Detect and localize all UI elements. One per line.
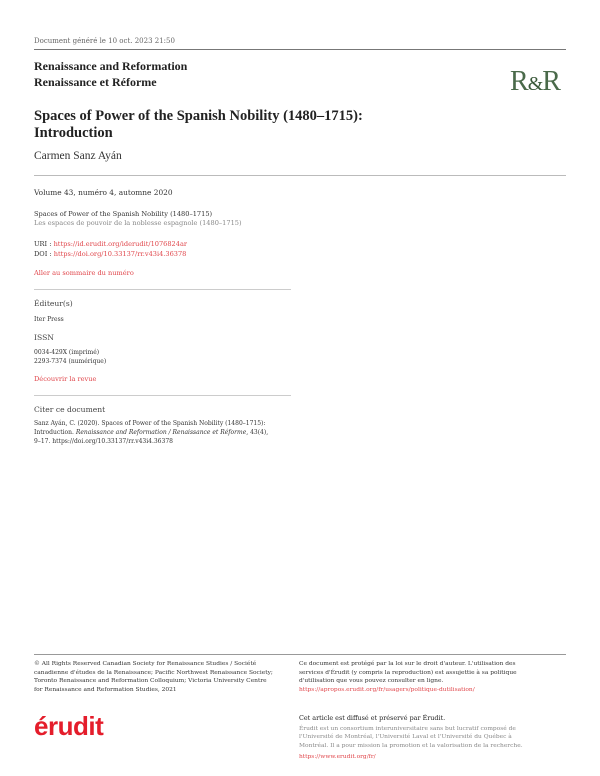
citation-line1: Sanz Ayán, C. (2020). Spaces of Power of the Spanish Nobility (1480–1715):: [34, 420, 266, 427]
rights-line2: canadienne d'études de la Renaissance; Pacific Northwest Renaissance Society;: [34, 669, 273, 676]
erudit-link[interactable]: https://www.erudit.org/fr/: [299, 754, 376, 761]
journal-name-fr: Renaissance et Réforme: [34, 75, 157, 89]
diffuse-title: Cet article est diffusé et préservé par Érudit.: [299, 714, 446, 722]
footer-divider: [34, 654, 566, 655]
protect-line3: d'utilisation que vous pouvez consulter en ligne.: [299, 678, 444, 685]
citation-line2: [34, 429, 294, 438]
article-title: [34, 108, 434, 142]
author-divider: [34, 175, 566, 176]
rights-line4: for Renaissance and Reformation Studies, 2021: [34, 686, 177, 693]
logo-r-left: R: [510, 66, 528, 97]
title-fr: Les espaces de pouvoir de la noblesse espagnole (1480–1715): [34, 219, 242, 227]
logo-ampersand: &: [527, 73, 543, 95]
protect-line2: services d'Érudit (y compris la reproduction) est assujettie à sa politique: [299, 669, 517, 676]
article-title-line1: Spaces of Power of the Spanish Nobility (1480–1715):: [34, 108, 363, 124]
copyright-notice: [299, 660, 567, 694]
erudit-logo[interactable]: érudit: [34, 711, 104, 741]
uri-link[interactable]: https://id.erudit.org/iderudit/1076824ar: [53, 240, 188, 248]
journal-name-en: Renaissance and Reformation: [34, 59, 188, 73]
citation-line3: 9–17. https://doi.org/10.33137/rr.v43i4.36378: [34, 437, 173, 445]
title-en: Spaces of Power of the Spanish Nobility (1480–1715): [34, 210, 213, 218]
citation-journal: Renaissance and Reformation / Renaissance et Réforme: [75, 428, 247, 436]
citation-volume: , 43(4),: [246, 428, 269, 436]
issn-values: [34, 349, 106, 366]
rights-notice: [34, 660, 292, 694]
issn-digital: 2293-7374 (numérique): [34, 357, 107, 365]
uri-row: [34, 240, 187, 249]
citation-prefix: Introduction.: [34, 428, 76, 436]
logo-r-right: R: [542, 66, 560, 97]
doi-link[interactable]: https://doi.org/10.33137/rr.v43i4.36378: [53, 250, 187, 258]
doi-row: [34, 250, 186, 259]
protect-line1: Ce document est protégé par la loi sur le droit d'auteur. L'utilisation des: [299, 661, 516, 667]
top-divider: [34, 49, 566, 50]
issue-info: Volume 43, numéro 4, automne 2020: [34, 188, 173, 197]
toc-link[interactable]: Aller au sommaire du numéro: [34, 269, 134, 277]
publisher-name: Iter Press: [34, 316, 64, 323]
diffuse-line2: l'Université de Montréal, l'Université Laval et l'Université du Québec à: [299, 734, 512, 741]
generated-date: Document généré le 10 oct. 2023 21:50: [34, 37, 175, 45]
erudit-notice: [299, 714, 567, 762]
issn-print: 0034-429X (imprimé): [34, 349, 100, 356]
journal-logo[interactable]: [500, 64, 570, 100]
article-title-line2: Introduction: [34, 125, 113, 141]
discover-journal-link[interactable]: Découvrir la revue: [34, 375, 97, 383]
publisher-label: Éditeur(s): [34, 299, 73, 308]
doi-label: DOI :: [34, 250, 52, 258]
rights-line3: Toronto Renaissance and Reformation Colloquium; Victoria University Centre: [34, 678, 267, 685]
policy-link[interactable]: https://apropos.erudit.org/fr/usagers/politique-dutilisation/: [299, 686, 475, 693]
cite-label: Citer ce document: [34, 405, 106, 414]
issn-label: ISSN: [34, 333, 54, 342]
section-divider-1: [34, 289, 291, 290]
rights-line1: © All Rights Reserved Canadian Society for Renaissance Studies / Société: [34, 661, 257, 667]
diffuse-line3: Montréal. Il a pour mission la promotion et la valorisation de la recherche.: [299, 742, 523, 749]
uri-label: URI :: [34, 240, 52, 248]
section-divider-2: [34, 395, 291, 396]
diffuse-line1: Érudit est un consortium interuniversitaire sans but lucratif composé de: [299, 725, 516, 732]
citation-text: [34, 420, 294, 446]
article-author: Carmen Sanz Ayán: [34, 150, 122, 162]
